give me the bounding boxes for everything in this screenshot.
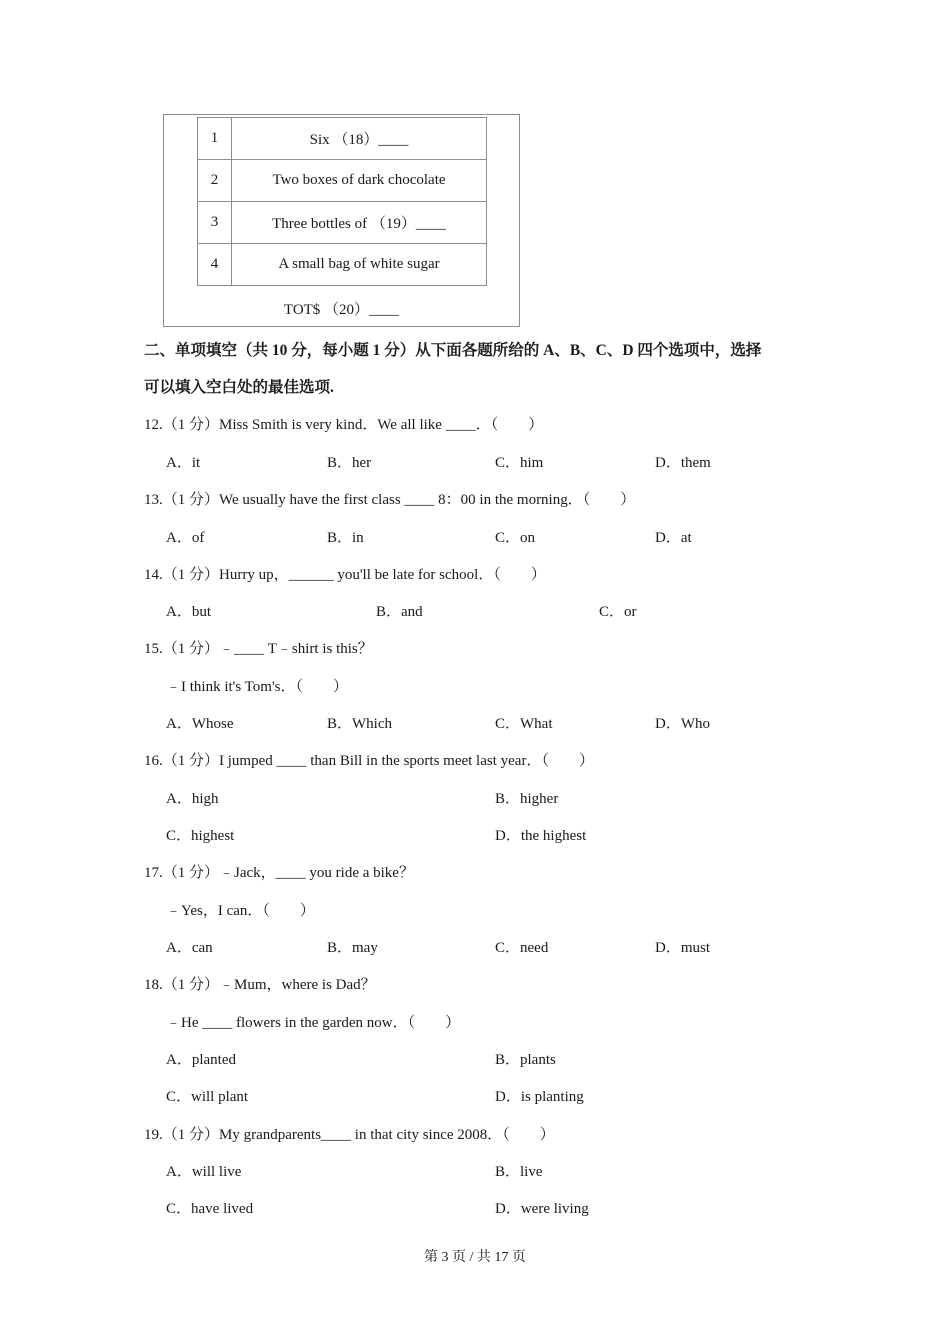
question-stem: 18.（1 分）﹣Mum，where is Dad？ <box>144 977 376 993</box>
option-b[interactable]: B．plants <box>495 1052 556 1068</box>
table-cell-item: Six （18）____ <box>232 118 487 160</box>
option-c[interactable]: C．or <box>599 604 637 620</box>
option-b[interactable]: B．in <box>327 530 364 546</box>
option-b[interactable]: B．her <box>327 455 372 471</box>
option-d[interactable]: D．them <box>655 455 711 471</box>
table-row <box>198 202 487 244</box>
price-table <box>197 117 487 286</box>
question-reply: ﹣I think it's Tom's．（ ） <box>166 679 349 695</box>
page-number: 第 3 页 / 共 17 页 <box>424 1250 526 1265</box>
question-reply: ﹣Yes，I can．（ ） <box>166 903 315 919</box>
option-d[interactable]: D．is planting <box>495 1089 584 1105</box>
option-a[interactable]: A．it <box>166 455 201 471</box>
table-cell-item: Three bottles of （19）____ <box>232 202 487 244</box>
option-a[interactable]: A．can <box>166 940 213 956</box>
price-total: TOT$ （20）____ <box>283 302 400 318</box>
table-cell-number: 3 <box>198 202 232 244</box>
table-row <box>198 244 487 286</box>
table-row <box>198 160 487 202</box>
question-stem: 19.（1 分）My grandparents____ in that city since 2008．（ ） <box>144 1127 555 1143</box>
table-cell-number: 2 <box>198 160 232 202</box>
option-b[interactable]: B．live <box>495 1164 543 1180</box>
option-d[interactable]: D．at <box>655 530 692 546</box>
option-d[interactable]: D．Who <box>655 716 710 732</box>
option-c[interactable]: C．will plant <box>166 1089 249 1105</box>
option-d[interactable]: D．were living <box>495 1201 589 1217</box>
section-heading: 二、单项填空（共 10 分，每小题 1 分）从下面各题所给的 A、B、C、D 四个选项中，选择 <box>144 342 762 359</box>
question-reply: ﹣He ____ flowers in the garden now．（ ） <box>166 1015 461 1031</box>
option-a[interactable]: A．will live <box>166 1164 242 1180</box>
option-c[interactable]: C．What <box>495 716 553 732</box>
table-row <box>198 118 487 160</box>
option-d[interactable]: D．must <box>655 940 711 956</box>
option-c[interactable]: C．have lived <box>166 1201 254 1217</box>
question-stem: 13.（1 分）We usually have the first class ____ 8：00 in the morning．（ ） <box>144 492 636 508</box>
question-stem: 15.（1 分）﹣____ T﹣shirt is this？ <box>144 641 373 657</box>
option-c[interactable]: C．on <box>495 530 536 546</box>
section-heading-continued: 可以填入空白处的最佳选项. <box>144 379 334 396</box>
option-b[interactable]: B．and <box>376 604 423 620</box>
option-d[interactable]: D．the highest <box>495 828 587 844</box>
option-b[interactable]: B．Which <box>327 716 392 732</box>
option-c[interactable]: C．need <box>495 940 549 956</box>
option-a[interactable]: A．of <box>166 530 205 546</box>
question-stem: 17.（1 分）﹣Jack，____ you ride a bike？ <box>144 865 414 881</box>
table-cell-item: Two boxes of dark chocolate <box>232 160 487 202</box>
question-stem: 16.（1 分）I jumped ____ than Bill in the sports meet last year．（ ） <box>144 753 594 769</box>
table-cell-number: 1 <box>198 118 232 160</box>
option-b[interactable]: B．may <box>327 940 378 956</box>
option-a[interactable]: A．high <box>166 791 219 807</box>
option-a[interactable]: A．but <box>166 604 212 620</box>
option-a[interactable]: A．Whose <box>166 716 234 732</box>
option-c[interactable]: C．him <box>495 455 544 471</box>
table-cell-item: A small bag of white sugar <box>232 244 487 286</box>
question-stem: 12.（1 分）Miss Smith is very kind．We all like ____．（ ） <box>144 417 544 433</box>
question-stem: 14.（1 分）Hurry up，______ you'll be late for school．（ ） <box>144 567 546 583</box>
table-cell-number: 4 <box>198 244 232 286</box>
option-c[interactable]: C．highest <box>166 828 235 844</box>
option-b[interactable]: B．higher <box>495 791 559 807</box>
option-a[interactable]: A．planted <box>166 1052 236 1068</box>
